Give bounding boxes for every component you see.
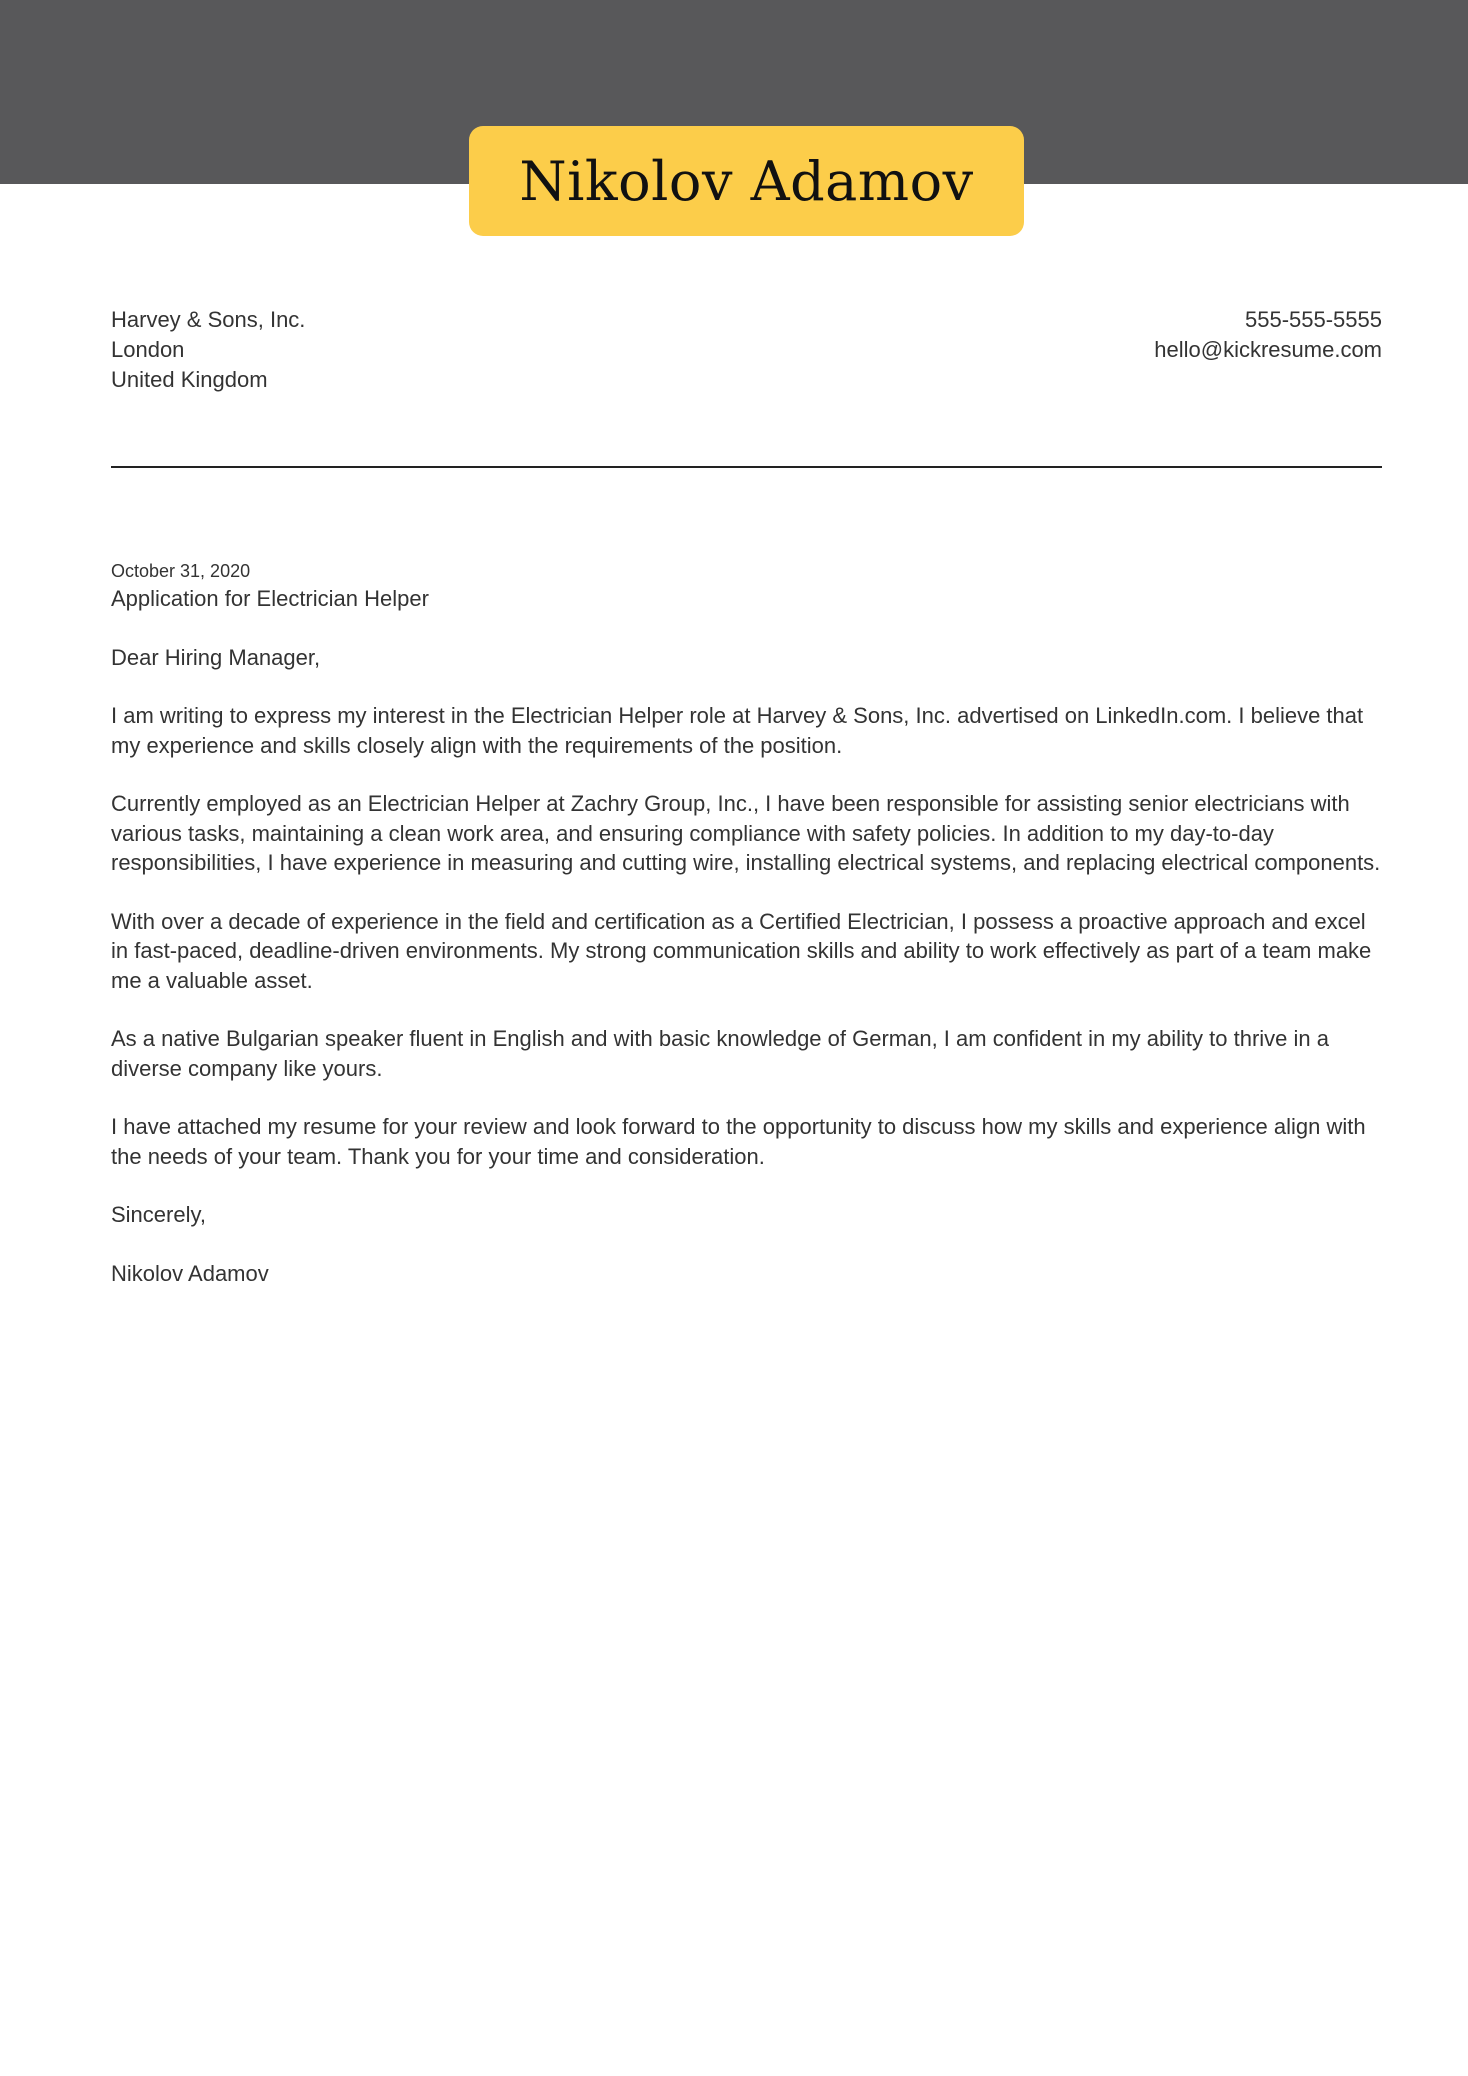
letter-salutation: Dear Hiring Manager, xyxy=(111,644,321,670)
letter-date: October 31, 2020 xyxy=(111,561,251,581)
header-divider xyxy=(111,466,1382,468)
letter-paragraph: Currently employed as an Electrician Helper at Zachry Group, Inc., I have been responsible for assisting senior electricians with various tasks, maintaining a clean work area, and ensuring compliance with safety policies. In addition to my day-to-day responsibilities, I have experience in measuring and cutting wire, installing electrical systems, and replacing electrical components. xyxy=(111,791,1381,875)
applicant-name: Nikolov Adamov xyxy=(519,149,974,213)
name-box xyxy=(469,126,1024,236)
letter-paragraph: With over a decade of experience in the field and certification as a Certified Electrician, I possess a proactive approach and excel in fast-paced, deadline-driven environments. My strong communication skills and ability to work effectively as part of a team make me a valuable asset. xyxy=(111,908,1372,993)
letter-body xyxy=(111,558,1382,1288)
contact-email: hello@kickresume.com xyxy=(1154,337,1382,362)
contact-info xyxy=(1154,305,1382,365)
letter-paragraph: I have attached my resume for your review and look forward to the opportunity to discuss how my skills and experience align with the needs of your team. Thank you for your time and consideration. xyxy=(111,1114,1366,1169)
letter-signature: Nikolov Adamov xyxy=(111,1260,269,1286)
recipient-country: United Kingdom xyxy=(111,367,268,392)
letter-paragraph: I am writing to express my interest in the Electrician Helper role at Harvey & Sons, Inc. advertised on LinkedIn.com. I believe that my experience and skills closely align with the requirements of the position. xyxy=(111,703,1364,758)
recipient-company: Harvey & Sons, Inc. xyxy=(111,307,306,332)
letter-closing: Sincerely, xyxy=(111,1202,206,1227)
letter-paragraph: As a native Bulgarian speaker fluent in English and with basic knowledge of German, I am confident in my ability to thrive in a diverse company like yours. xyxy=(111,1026,1329,1081)
recipient-address xyxy=(111,305,305,395)
letter-subject: Application for Electrician Helper xyxy=(111,586,429,611)
recipient-city: London xyxy=(111,337,185,362)
contact-phone: 555-555-5555 xyxy=(1244,307,1382,332)
